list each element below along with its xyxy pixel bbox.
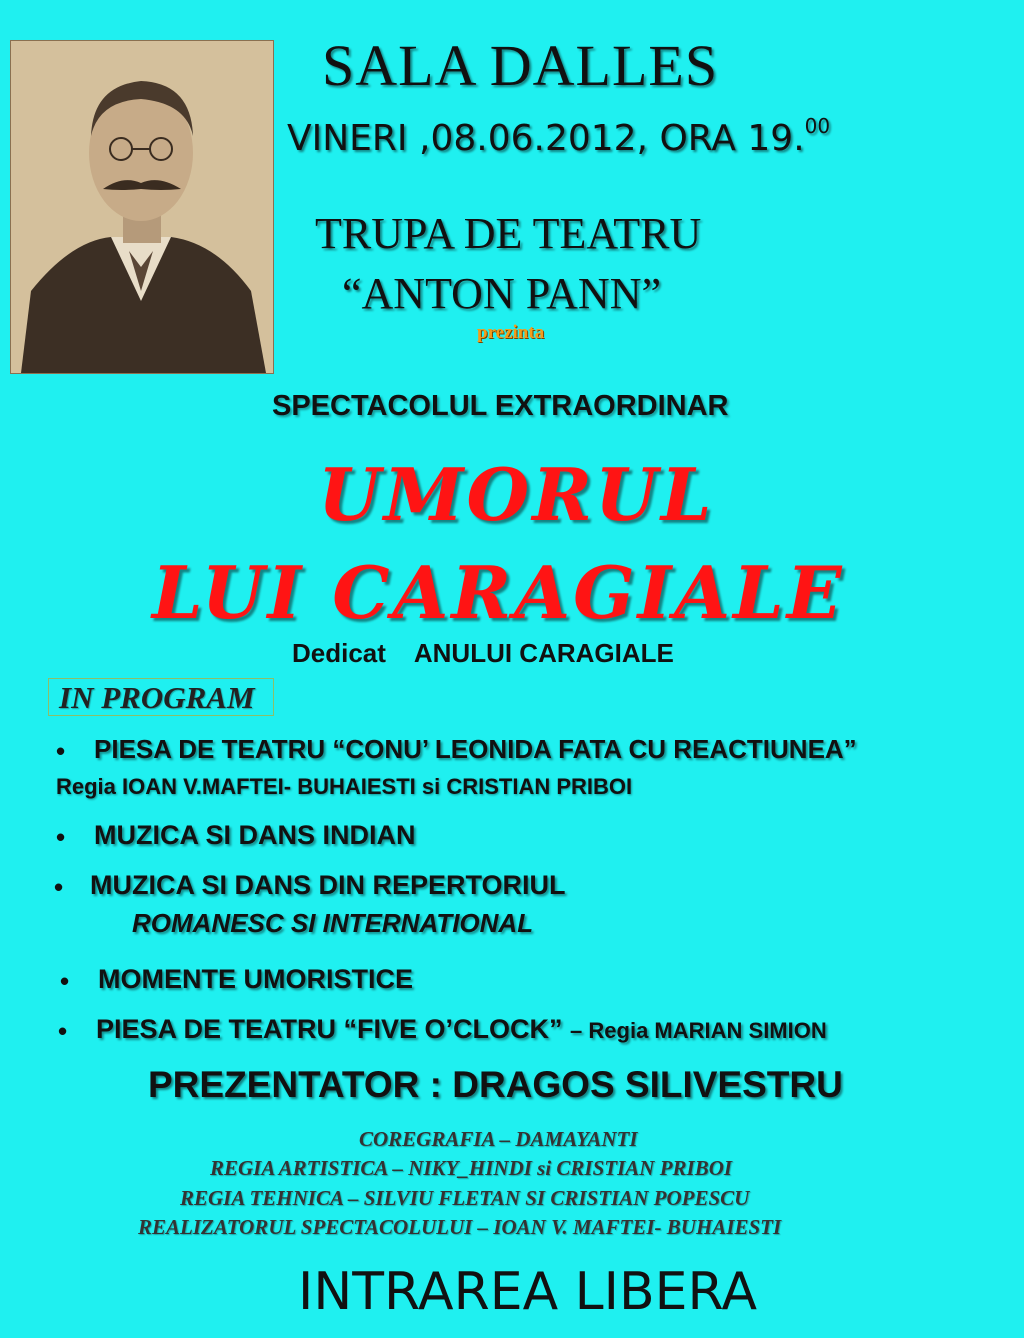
venue-title: SALA DALLES xyxy=(322,33,719,98)
program-item-3: MUZICA SI DANS DIN REPERTORIUL xyxy=(90,870,566,900)
program-item-4: MOMENTE UMORISTICE xyxy=(98,964,413,994)
dedication xyxy=(292,638,674,669)
bullet-icon: • xyxy=(54,872,64,902)
dedication-label: Dedicat xyxy=(292,638,386,668)
troupe-line-1: TRUPA DE TEATRU xyxy=(315,209,702,258)
credit-line-3: REGIA TEHNICA – SILVIU FLETAN SI CRISTIAN POPESCU xyxy=(180,1186,750,1210)
program-item-5 xyxy=(96,1014,827,1045)
program-item-5-title: PIESA DE TEATRU “FIVE O’CLOCK” xyxy=(96,1014,563,1044)
program-item-1-director: Regia IOAN V.MAFTEI- BUHAIESTI si CRISTIAN PRIBOI xyxy=(56,774,633,799)
portrait-illustration xyxy=(11,41,273,373)
bullet-icon: • xyxy=(56,736,66,766)
program-item-3-detail: ROMANESC SI INTERNATIONAL xyxy=(132,908,534,938)
credit-line-2: REGIA ARTISTICA – NIKY_HINDI si CRISTIAN PRIBOI xyxy=(210,1156,733,1180)
event-time-superscript: 00 xyxy=(804,114,831,138)
free-entry: INTRAREA LIBERA xyxy=(298,1262,758,1322)
program-item-1: PIESA DE TEATRU “CONU’ LEONIDA FATA CU REACTIUNEA” xyxy=(94,734,857,764)
program-item-2: MUZICA SI DANS INDIAN xyxy=(94,820,416,850)
event-date-text: VINERI ,08.06.2012, ORA 19. xyxy=(287,118,805,159)
bullet-icon: • xyxy=(56,822,66,852)
event-date xyxy=(287,114,831,159)
presenter: PREZENTATOR : DRAGOS SILIVESTRU xyxy=(148,1064,843,1105)
show-title-line-1: UMORUL xyxy=(318,452,715,537)
show-kind: SPECTACOLUL EXTRAORDINAR xyxy=(272,390,729,422)
dedication-text: ANULUI CARAGIALE xyxy=(413,638,674,668)
portrait-photo xyxy=(10,40,274,374)
show-title-line-2: LUI CARAGIALE xyxy=(152,550,845,635)
program-item-5-director: – Regia MARIAN SIMION xyxy=(570,1018,827,1043)
bullet-icon: • xyxy=(60,966,70,996)
bullet-icon: • xyxy=(58,1016,68,1046)
presents-label: prezinta xyxy=(477,322,545,343)
program-label: IN PROGRAM xyxy=(48,678,274,716)
credit-line-4: REALIZATORUL SPECTACOLULUI – IOAN V. MAFTEI- BUHAIESTI xyxy=(138,1215,782,1239)
credit-line-1: COREGRAFIA – DAMAYANTI xyxy=(359,1127,638,1151)
troupe-name: “ANTON PANN” xyxy=(342,269,661,318)
